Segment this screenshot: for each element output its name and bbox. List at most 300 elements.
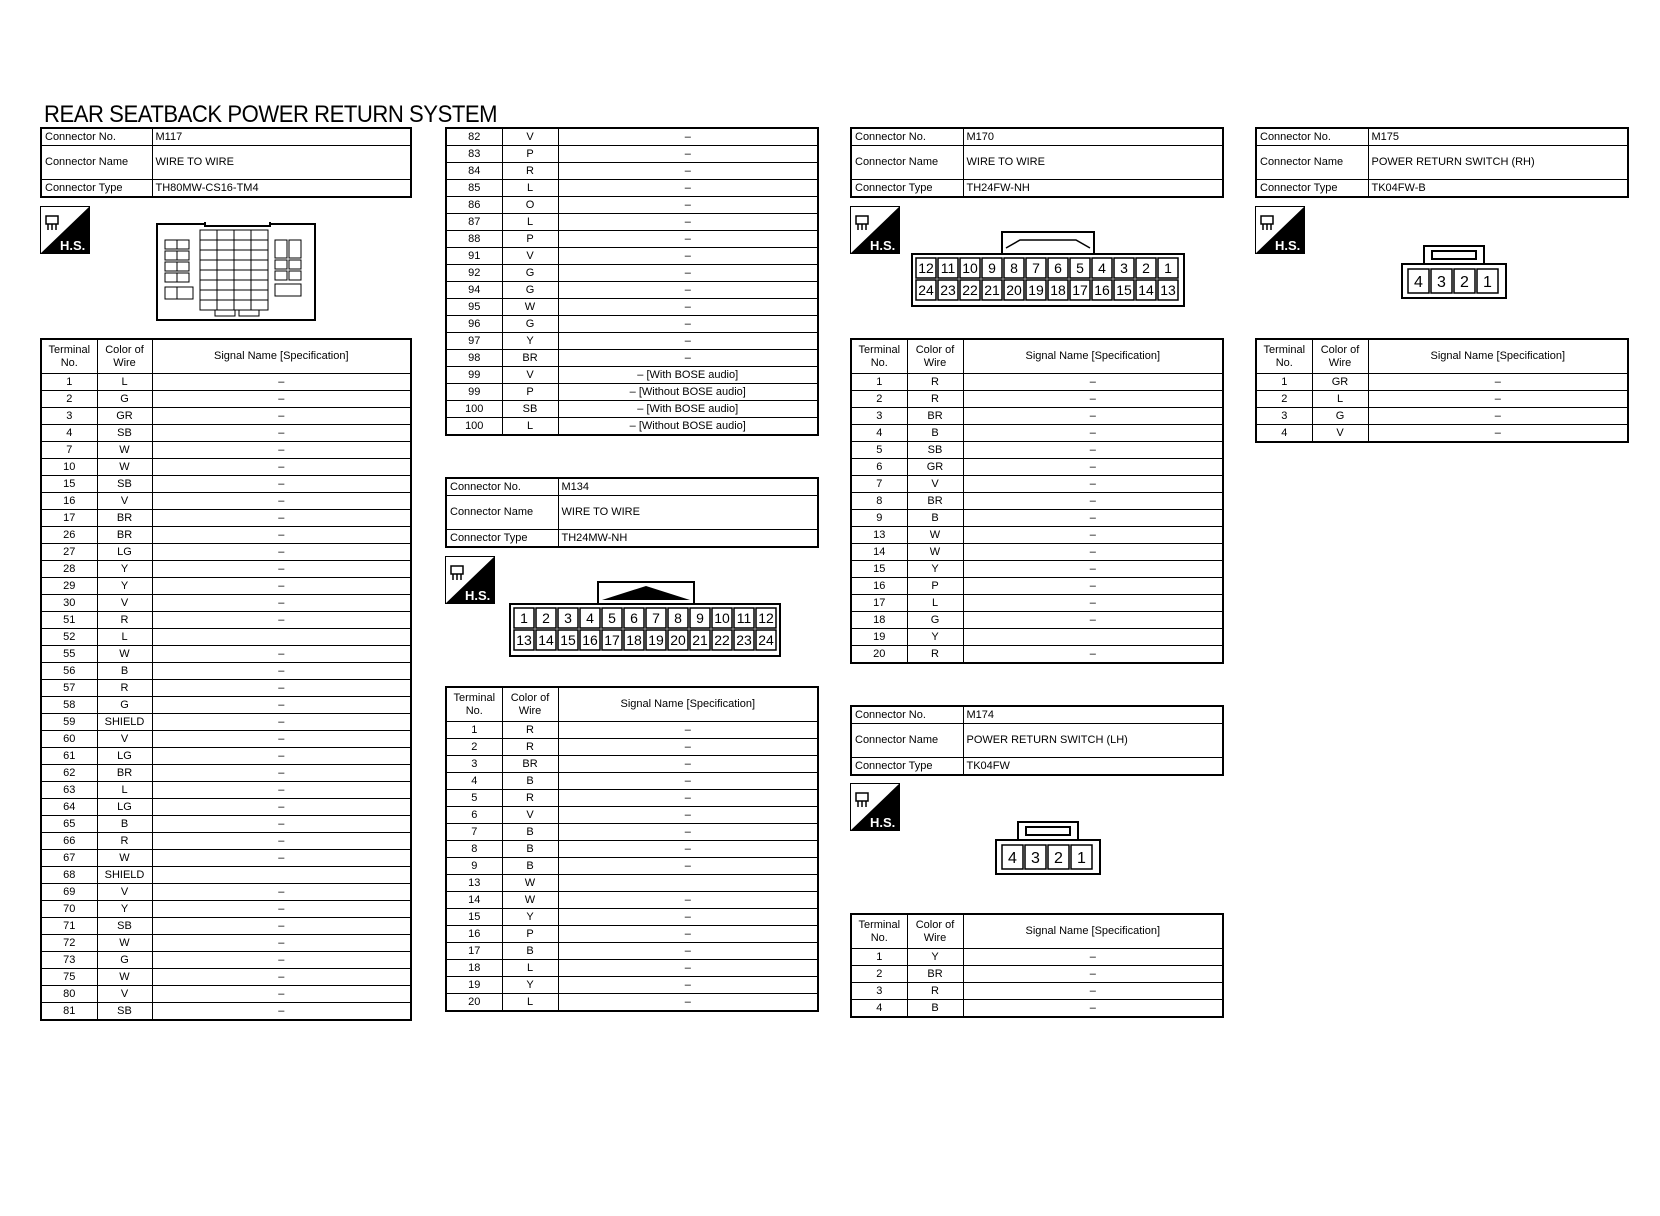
- table-row: [851, 408, 1223, 425]
- wire-color-cell: P: [907, 578, 963, 595]
- wire-color-cell: BR: [502, 350, 558, 367]
- pin-number: 16: [1094, 282, 1110, 298]
- table-row: [851, 459, 1223, 476]
- signal-name-cell: –: [152, 799, 411, 816]
- wire-color-cell: W: [97, 969, 152, 986]
- table-row: [41, 731, 411, 748]
- wire-color-cell: BR: [97, 510, 152, 527]
- connector-type-value: TH24FW-NH: [963, 180, 1223, 198]
- pin-number: 21: [692, 632, 708, 648]
- terminal-no-cell: 3: [446, 756, 502, 773]
- table-row: [446, 299, 818, 316]
- terminal-no-cell: 4: [41, 425, 97, 442]
- signal-name-cell: –: [1368, 374, 1628, 391]
- signal-name-cell: –: [152, 969, 411, 986]
- wire-color-cell: R: [97, 612, 152, 629]
- terminal-no-cell: 85: [446, 180, 502, 197]
- terminal-no-cell: 80: [41, 986, 97, 1003]
- table-row: [41, 714, 411, 731]
- pin-number: 3: [1437, 274, 1446, 291]
- wire-color-cell: B: [97, 816, 152, 833]
- wire-color-cell: G: [907, 612, 963, 629]
- terminal-no-cell: 99: [446, 367, 502, 384]
- color-of-wire-header: Color of Wire: [907, 339, 963, 374]
- connector-no-value: M170: [963, 128, 1223, 146]
- table-row: [41, 408, 411, 425]
- pin-number: 24: [758, 632, 774, 648]
- table-row: [41, 748, 411, 765]
- signal-name-cell: –: [558, 197, 818, 214]
- signal-name-cell: –: [963, 510, 1223, 527]
- terminal-no-header: Terminal No.: [851, 339, 907, 374]
- terminal-no-header: Terminal No.: [446, 687, 502, 722]
- wire-color-cell: BR: [907, 408, 963, 425]
- terminal-no-cell: 96: [446, 316, 502, 333]
- wire-color-cell: P: [502, 146, 558, 163]
- signal-name-cell: –: [963, 459, 1223, 476]
- signal-name-cell: –: [152, 612, 411, 629]
- terminal-no-cell: 13: [446, 875, 502, 892]
- wire-color-cell: G: [502, 282, 558, 299]
- terminal-no-cell: 92: [446, 265, 502, 282]
- m134-terminal-table: [445, 686, 819, 1012]
- table-row: [851, 510, 1223, 527]
- connector-type-label: Connector Type: [41, 180, 152, 198]
- m170-terminal-table: [850, 338, 1224, 664]
- signal-name-cell: –: [558, 892, 818, 909]
- terminal-no-cell: 61: [41, 748, 97, 765]
- signal-name-cell: –: [963, 561, 1223, 578]
- terminal-no-cell: 20: [446, 994, 502, 1012]
- wire-color-cell: BR: [97, 527, 152, 544]
- terminal-no-cell: 7: [446, 824, 502, 841]
- signal-name-cell: –: [963, 949, 1223, 966]
- signal-name-cell: –: [152, 663, 411, 680]
- signal-name-cell: –: [152, 374, 411, 391]
- wire-color-cell: Y: [502, 909, 558, 926]
- terminal-no-cell: 3: [851, 983, 907, 1000]
- terminal-no-cell: 4: [851, 425, 907, 442]
- signal-name-header: Signal Name [Specification]: [963, 914, 1223, 949]
- table-row: [851, 476, 1223, 493]
- signal-name-cell: –: [152, 493, 411, 510]
- pin-number: 5: [608, 610, 616, 626]
- wire-color-cell: Y: [97, 901, 152, 918]
- pin-number: 2: [1142, 260, 1150, 276]
- connector-name-label: Connector Name: [851, 724, 963, 758]
- table-row: [41, 391, 411, 408]
- wire-color-cell: B: [907, 425, 963, 442]
- table-row: [851, 966, 1223, 983]
- wire-color-cell: GR: [907, 459, 963, 476]
- signal-name-cell: –: [963, 544, 1223, 561]
- signal-name-cell: –: [152, 425, 411, 442]
- terminal-no-cell: 70: [41, 901, 97, 918]
- m170-info: [850, 127, 1224, 198]
- wire-color-cell: L: [502, 994, 558, 1012]
- signal-name-cell: –: [558, 909, 818, 926]
- terminal-no-cell: 2: [41, 391, 97, 408]
- wire-color-cell: Y: [502, 977, 558, 994]
- terminal-no-cell: 15: [41, 476, 97, 493]
- signal-name-cell: –: [963, 1000, 1223, 1018]
- pin-number: 1: [520, 610, 528, 626]
- signal-name-header: Signal Name [Specification]: [963, 339, 1223, 374]
- table-row: [1256, 374, 1628, 391]
- pin-number: 15: [1116, 282, 1132, 298]
- wire-color-cell: V: [97, 493, 152, 510]
- terminal-no-cell: 18: [446, 960, 502, 977]
- wire-color-cell: V: [907, 476, 963, 493]
- pin-number: 6: [1054, 260, 1062, 276]
- terminal-no-cell: 83: [446, 146, 502, 163]
- terminal-no-cell: 17: [446, 943, 502, 960]
- signal-name-cell: –: [558, 943, 818, 960]
- wire-color-cell: P: [502, 231, 558, 248]
- pin-number: 19: [1028, 282, 1044, 298]
- table-row: [41, 935, 411, 952]
- terminal-no-cell: 71: [41, 918, 97, 935]
- pin-number: 7: [652, 610, 660, 626]
- pin-number: 14: [538, 632, 554, 648]
- terminal-no-cell: 86: [446, 197, 502, 214]
- hs-badge-icon: [850, 206, 900, 254]
- table-row: [851, 527, 1223, 544]
- table-row: [41, 629, 411, 646]
- wire-color-cell: W: [502, 299, 558, 316]
- connector-name-label: Connector Name: [1256, 146, 1368, 180]
- signal-name-cell: [152, 629, 411, 646]
- signal-name-cell: –: [558, 977, 818, 994]
- connector-face-m134: [508, 580, 782, 658]
- wire-color-cell: Y: [907, 561, 963, 578]
- terminal-no-cell: 57: [41, 680, 97, 697]
- signal-name-cell: –: [558, 163, 818, 180]
- wire-color-cell: L: [502, 960, 558, 977]
- signal-name-cell: –: [558, 756, 818, 773]
- wire-color-cell: L: [97, 374, 152, 391]
- wire-color-cell: G: [97, 697, 152, 714]
- signal-name-cell: –: [558, 773, 818, 790]
- hs-badge-icon: [850, 783, 900, 831]
- table-row: [851, 374, 1223, 391]
- terminal-no-cell: 30: [41, 595, 97, 612]
- signal-name-cell: –: [963, 374, 1223, 391]
- wire-color-cell: W: [97, 442, 152, 459]
- signal-name-cell: –: [558, 146, 818, 163]
- signal-name-cell: –: [558, 926, 818, 943]
- terminal-no-cell: 100: [446, 418, 502, 436]
- signal-name-cell: –: [152, 561, 411, 578]
- terminal-no-cell: 65: [41, 816, 97, 833]
- table-row: [41, 986, 411, 1003]
- wire-color-cell: R: [502, 739, 558, 756]
- pin-number: 1: [1483, 274, 1492, 291]
- connector-type-label: Connector Type: [446, 530, 558, 548]
- terminal-no-cell: 2: [851, 966, 907, 983]
- terminal-no-cell: 51: [41, 612, 97, 629]
- signal-name-cell: –: [152, 442, 411, 459]
- terminal-no-cell: 3: [1256, 408, 1312, 425]
- connector-name-label: Connector Name: [41, 146, 152, 180]
- wire-color-cell: W: [502, 875, 558, 892]
- terminal-no-cell: 98: [446, 350, 502, 367]
- wire-color-cell: LG: [97, 544, 152, 561]
- connector-no-value: M174: [963, 706, 1223, 724]
- signal-name-cell: –: [152, 901, 411, 918]
- terminal-no-cell: 28: [41, 561, 97, 578]
- terminal-no-cell: 1: [851, 949, 907, 966]
- hs-badge-label: H.S.: [465, 588, 491, 603]
- signal-name-cell: –: [963, 983, 1223, 1000]
- table-row: [851, 578, 1223, 595]
- terminal-no-cell: 7: [851, 476, 907, 493]
- wire-color-cell: R: [907, 646, 963, 664]
- table-row: [41, 493, 411, 510]
- hs-badge-icon: [1255, 206, 1305, 254]
- signal-name-cell: –: [152, 884, 411, 901]
- wire-color-cell: Y: [97, 578, 152, 595]
- terminal-no-cell: 20: [851, 646, 907, 664]
- signal-name-cell: –: [558, 214, 818, 231]
- table-row: [446, 265, 818, 282]
- signal-name-cell: –: [963, 612, 1223, 629]
- table-row: [446, 994, 818, 1012]
- wire-color-cell: SHIELD: [97, 714, 152, 731]
- signal-name-cell: –: [1368, 425, 1628, 443]
- wire-color-cell: G: [1312, 408, 1368, 425]
- terminal-no-cell: 15: [446, 909, 502, 926]
- terminal-no-cell: 75: [41, 969, 97, 986]
- terminal-no-cell: 17: [41, 510, 97, 527]
- signal-name-cell: – [With BOSE audio]: [558, 367, 818, 384]
- signal-name-cell: –: [558, 333, 818, 350]
- terminal-no-header: Terminal No.: [1256, 339, 1312, 374]
- wire-color-cell: W: [907, 527, 963, 544]
- pin-number: 24: [918, 282, 934, 298]
- table-row: [851, 949, 1223, 966]
- signal-name-cell: –: [963, 408, 1223, 425]
- pin-number: 2: [542, 610, 550, 626]
- table-row: [446, 739, 818, 756]
- connector-no-label: Connector No.: [851, 706, 963, 724]
- table-row: [851, 391, 1223, 408]
- pin-number: 20: [1006, 282, 1022, 298]
- connector-no-value: M134: [558, 478, 818, 496]
- table-row: [446, 248, 818, 265]
- terminal-no-cell: 9: [446, 858, 502, 875]
- terminal-no-cell: 8: [446, 841, 502, 858]
- signal-name-cell: –: [963, 578, 1223, 595]
- pin-number: 7: [1032, 260, 1040, 276]
- signal-name-cell: –: [1368, 391, 1628, 408]
- wire-color-cell: G: [97, 952, 152, 969]
- pin-number: 2: [1054, 850, 1063, 867]
- wire-color-cell: R: [907, 374, 963, 391]
- pin-number: 12: [758, 610, 774, 626]
- terminal-no-cell: 64: [41, 799, 97, 816]
- terminal-no-cell: 100: [446, 401, 502, 418]
- m174-info: [850, 705, 1224, 776]
- color-of-wire-header: Color of Wire: [1312, 339, 1368, 374]
- signal-name-cell: –: [558, 299, 818, 316]
- signal-name-cell: –: [152, 952, 411, 969]
- signal-name-cell: –: [558, 790, 818, 807]
- signal-name-cell: –: [558, 858, 818, 875]
- terminal-no-cell: 16: [41, 493, 97, 510]
- wire-color-cell: R: [97, 833, 152, 850]
- table-row: [41, 578, 411, 595]
- connector-name-value: WIRE TO WIRE: [963, 146, 1223, 180]
- table-row: [851, 612, 1223, 629]
- terminal-no-cell: 4: [851, 1000, 907, 1018]
- signal-name-cell: –: [152, 986, 411, 1003]
- connector-type-label: Connector Type: [1256, 180, 1368, 198]
- signal-name-cell: – [With BOSE audio]: [558, 401, 818, 418]
- terminal-no-cell: 3: [851, 408, 907, 425]
- signal-name-cell: –: [152, 476, 411, 493]
- table-row: [41, 901, 411, 918]
- wire-color-cell: B: [502, 943, 558, 960]
- signal-name-cell: –: [152, 646, 411, 663]
- signal-name-cell: –: [152, 918, 411, 935]
- m175-terminal-table: [1255, 338, 1629, 443]
- signal-name-cell: –: [558, 128, 818, 146]
- wire-color-cell: R: [502, 790, 558, 807]
- connector-name-value: WIRE TO WIRE: [558, 496, 818, 530]
- wire-color-cell: B: [502, 858, 558, 875]
- terminal-no-cell: 97: [446, 333, 502, 350]
- wire-color-cell: R: [502, 163, 558, 180]
- signal-name-cell: –: [558, 282, 818, 299]
- terminal-no-cell: 4: [1256, 425, 1312, 443]
- terminal-no-cell: 1: [851, 374, 907, 391]
- m117-info: [40, 127, 412, 198]
- wire-color-cell: W: [907, 544, 963, 561]
- table-row: [41, 918, 411, 935]
- m117-terminal-table: [40, 338, 412, 1021]
- color-of-wire-header: Color of Wire: [907, 914, 963, 949]
- table-row: [851, 1000, 1223, 1018]
- signal-name-cell: –: [152, 850, 411, 867]
- wire-color-cell: SB: [97, 1003, 152, 1021]
- table-row: [446, 977, 818, 994]
- wire-color-cell: W: [97, 850, 152, 867]
- terminal-no-cell: 1: [1256, 374, 1312, 391]
- terminal-no-cell: 5: [446, 790, 502, 807]
- hs-badge-label: H.S.: [870, 238, 896, 253]
- wire-color-cell: BR: [502, 756, 558, 773]
- signal-name-cell: –: [558, 231, 818, 248]
- pin-number: 14: [1138, 282, 1154, 298]
- wire-color-cell: V: [502, 128, 558, 146]
- terminal-no-cell: 67: [41, 850, 97, 867]
- signal-name-cell: –: [558, 739, 818, 756]
- pin-number: 4: [586, 610, 594, 626]
- terminal-no-cell: 88: [446, 231, 502, 248]
- connector-no-label: Connector No.: [41, 128, 152, 146]
- table-row: [41, 612, 411, 629]
- table-row: [41, 816, 411, 833]
- terminal-no-cell: 1: [446, 722, 502, 739]
- terminal-no-cell: 81: [41, 1003, 97, 1021]
- signal-name-cell: –: [558, 960, 818, 977]
- table-row: [41, 476, 411, 493]
- signal-name-cell: – [Without BOSE audio]: [558, 384, 818, 401]
- terminal-no-cell: 63: [41, 782, 97, 799]
- wire-color-cell: SB: [97, 476, 152, 493]
- hs-badge-icon: [40, 206, 90, 254]
- terminal-no-cell: 2: [1256, 391, 1312, 408]
- pin-number: 15: [560, 632, 576, 648]
- connector-name-value: POWER RETURN SWITCH (RH): [1368, 146, 1628, 180]
- table-row: [851, 442, 1223, 459]
- pin-number: 3: [564, 610, 572, 626]
- m117-terminal-table-continued: [445, 127, 819, 436]
- terminal-no-cell: 17: [851, 595, 907, 612]
- signal-name-cell: –: [558, 807, 818, 824]
- terminal-no-cell: 19: [446, 977, 502, 994]
- wire-color-cell: V: [97, 986, 152, 1003]
- signal-name-cell: –: [963, 527, 1223, 544]
- table-row: [41, 1003, 411, 1021]
- table-row: [446, 401, 818, 418]
- table-row: [41, 459, 411, 476]
- wire-color-cell: W: [97, 935, 152, 952]
- terminal-no-cell: 2: [446, 739, 502, 756]
- terminal-no-cell: 59: [41, 714, 97, 731]
- signal-name-cell: –: [152, 714, 411, 731]
- signal-name-cell: –: [963, 442, 1223, 459]
- terminal-no-cell: 27: [41, 544, 97, 561]
- wire-color-cell: R: [97, 680, 152, 697]
- connector-no-label: Connector No.: [446, 478, 558, 496]
- terminal-no-cell: 19: [851, 629, 907, 646]
- signal-name-cell: –: [558, 350, 818, 367]
- signal-name-cell: –: [152, 1003, 411, 1021]
- wire-color-cell: W: [502, 892, 558, 909]
- wire-color-cell: SHIELD: [97, 867, 152, 884]
- wire-color-cell: Y: [97, 561, 152, 578]
- wire-color-cell: BR: [907, 966, 963, 983]
- table-row: [1256, 408, 1628, 425]
- terminal-no-cell: 82: [446, 128, 502, 146]
- wire-color-cell: P: [502, 384, 558, 401]
- wire-color-cell: Y: [907, 949, 963, 966]
- terminal-no-cell: 91: [446, 248, 502, 265]
- terminal-no-cell: 7: [41, 442, 97, 459]
- signal-name-cell: –: [152, 748, 411, 765]
- terminal-no-cell: 68: [41, 867, 97, 884]
- hs-badge-label: H.S.: [870, 815, 896, 830]
- color-of-wire-header: Color of Wire: [97, 339, 152, 374]
- table-row: [41, 646, 411, 663]
- connector-type-value: TK04FW-B: [1368, 180, 1628, 198]
- pin-number: 4: [1008, 850, 1017, 867]
- pin-number: 19: [648, 632, 664, 648]
- wire-color-cell: L: [97, 629, 152, 646]
- table-row: [851, 646, 1223, 664]
- signal-name-cell: –: [152, 595, 411, 612]
- pin-number: 1: [1164, 260, 1172, 276]
- table-row: [446, 790, 818, 807]
- terminal-no-cell: 62: [41, 765, 97, 782]
- terminal-no-cell: 3: [41, 408, 97, 425]
- page-title: REAR SEATBACK POWER RETURN SYSTEM: [44, 101, 498, 128]
- table-row: [41, 425, 411, 442]
- table-row: [41, 884, 411, 901]
- wire-color-cell: B: [502, 824, 558, 841]
